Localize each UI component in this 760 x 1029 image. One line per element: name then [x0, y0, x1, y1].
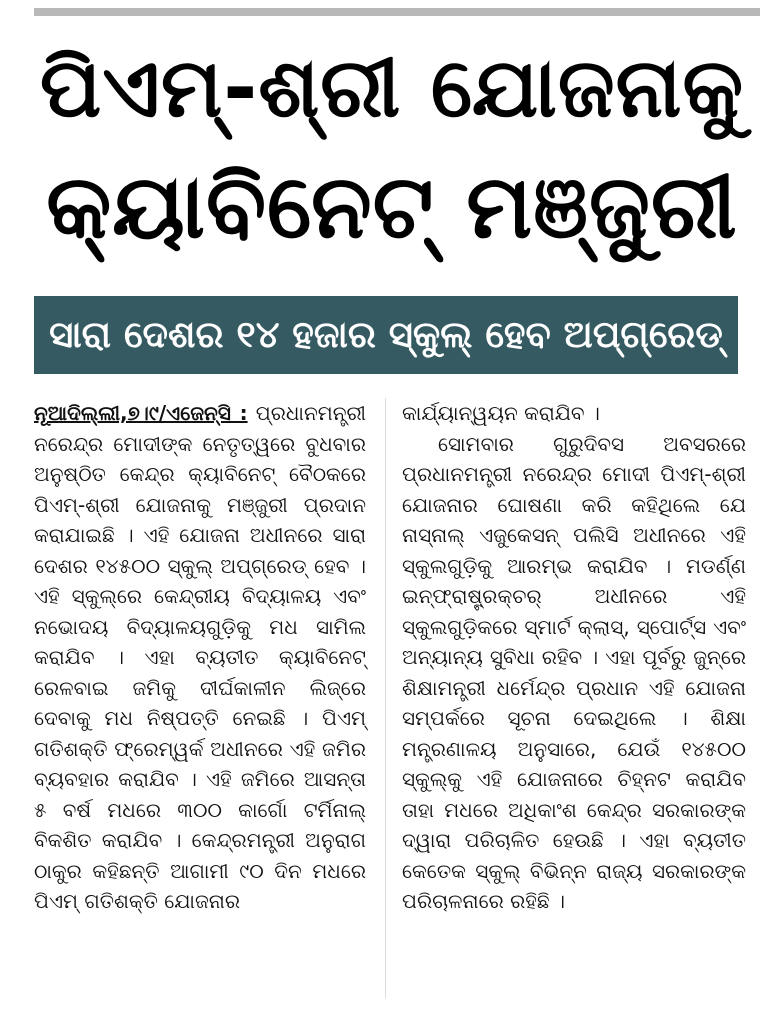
top-rule	[34, 8, 760, 16]
dateline: ନୂଆଦିଲ୍ଲୀ,୭।୯/ଏଜେନ୍ସି :	[34, 401, 248, 425]
article-paragraph-right-2: ସୋମବାର ଗୁରୁଦିବସ ଅବସରରେ ପ୍ରଧାନମନ୍ତ୍ରୀ ନରେନ୍ଦ୍ର ମୋଦୀ ପିଏମ୍-ଶ୍ରୀ ଯୋଜନାର ଘୋଷଣା କରି କହିଥିଲେ ଯେ ନାସ୍‌ନାଲ୍ ଏଜୁକେସନ୍ ପଲିସି ଅଧୀନରେ ଏହି ସ୍କୁଲଗୁଡ଼ିକୁ ଆରମ୍ଭ କରାଯିବ । ମଡର୍ଣ୍ଣ ଇନ୍‌ଫ୍ରାଷ୍ଟ୍ରକ୍‌ଚର୍ ଅଧୀନରେ ଏହି ସ୍କୁଲଗୁଡ଼ିକରେ ସ୍ମାର୍ଟ କ୍ଲାସ୍, ସ୍ପୋର୍ଟ୍ସ ଏବଂ ଅନ୍ୟାନ୍ୟ ସୁବିଧା ରହିବ । ଏହା ପୂର୍ବରୁ ଜୁନ୍‌ରେ ଶିକ୍ଷାମନ୍ତ୍ରୀ ଧର୍ମେନ୍ଦ୍ର ପ୍ରଧାନ ଏହି ଯୋଜନା ସମ୍ପର୍କରେ ସୂଚନା ଦେଇଥିଲେ । ଶିକ୍ଷା ମନ୍ତ୍ରଣାଳୟ ଅନୁସାରେ, ଯେଉଁ ୧୪୫୦୦ ସ୍କୁଲ୍‌କୁ ଏହି ଯୋଜନାରେ ଚିହ୍ନଟ କରାଯିବ ତାହା ମଧରେ ଅଧିକାଂଶ କେନ୍ଦ୍ର ସରକାରଙ୍କ ଦ୍ୱାରା ପରିଚାଳିତ ହେଉଛି । ଏହା ବ୍ୟତୀତ କେତେକ ସ୍କୁଲ୍ ବିଭିନ୍ନ ରାଜ୍ୟ ସରକାରଙ୍କ ପରିଚାଳନାରେ ରହିଛି ।	[402, 431, 746, 913]
headline	[24, 30, 760, 266]
article-paragraph-right-1: କାର୍ଯ୍ୟାନ୍ୱୟନ କରାଯିବ ।	[402, 401, 600, 425]
subheadline-text: ସାରା ଦେଶର ୧୪ ହଜାର ସ୍କୁଲ୍ ହେବ ଅପ୍‌ଗ୍ରେଡ୍	[49, 313, 723, 356]
subheadline-banner	[34, 296, 738, 374]
article-text-left: ପ୍ରଧାନମନ୍ତ୍ରୀ ନରେନ୍ଦ୍ର ମୋଦୀଙ୍କ ନେତୃତ୍ୱରେ ବୁଧବାର ଅନୁଷ୍ଠିତ କେନ୍ଦ୍ର କ୍ୟାବିନେଟ୍ ବୈଠକରେ ପିଏମ୍-ଶ୍ରୀ ଯୋଜନାକୁ ମଞ୍ଜୁରୀ ପ୍ରଦାନ କରାଯାଇଛି । ଏହି ଯୋଜନା ଅଧୀନରେ ସାରା ଦେଶର ୧୪୫୦୦ ସ୍କୁଲ୍ ଅପ୍‌ଗ୍ରେଡ୍ ହେବ । ଏହି ସ୍କୁଲ୍‌ରେ କେନ୍ଦ୍ରୀୟ ବିଦ୍ୟାଳୟ ଏବଂ ନଭୋଦୟ ବିଦ୍ୟାଳୟଗୁଡ଼ିକୁ ମଧ ସାମିଲ କରାଯିବ । ଏହା ବ୍ୟତୀତ କ୍ୟାବିନେଟ୍ ରେଳବାଇ ଜମିକୁ ଦୀର୍ଘକାଳୀନ ଲିଜ୍‌ରେ ଦେବାକୁ ମଧ ନିଷ୍ପତ୍ତି ନେଇଛି । ପିଏମ୍ ଗତିଶକ୍ତି ଫ୍ରେମ୍‌ୱର୍କ ଅଧୀନରେ ଏହି ଜମିର ବ୍ୟବହାର କରାଯିବ । ଏହି ଜମିରେ ଆସନ୍ତା ୫ ବର୍ଷ ମଧରେ ୩୦୦ କାର୍ଗୋ ଟର୍ମିନାଲ୍ ବିକଶିତ କରାଯିବ । କେନ୍ଦ୍ରମନ୍ତ୍ରୀ ଅନୁରାଗ ଠାକୁର କହିଛନ୍ତି ଆଗାମୀ ୯୦ ଦିନ ମଧରେ ପିଏମ୍ ଗତିଶକ୍ତି ଯୋଜନାର	[34, 401, 367, 913]
column-divider	[385, 398, 386, 998]
article-body	[34, 398, 760, 1018]
article-paragraph-left	[34, 398, 366, 917]
article-column-left	[34, 398, 366, 917]
headline-line-2: କ୍ୟାବିନେଟ୍ ମଞ୍ଜୁରୀ	[46, 155, 738, 258]
article-column-right	[402, 398, 746, 917]
headline-line-1: ପିଏମ୍-ଶ୍ରୀ ଯୋଜନାକୁ	[39, 41, 745, 136]
